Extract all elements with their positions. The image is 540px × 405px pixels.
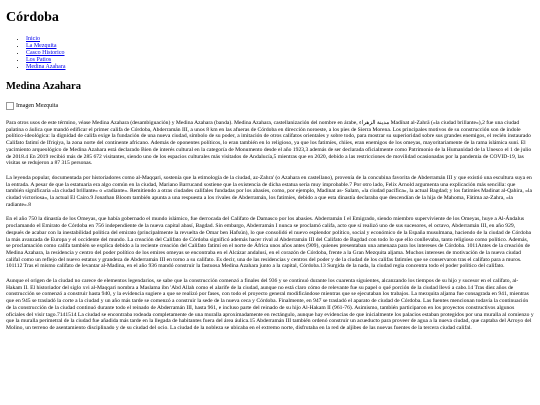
nav-link-casco-historico[interactable]: Casco Historico — [26, 50, 65, 56]
nav-item-medina-azahara — [26, 64, 534, 71]
broken-image — [6, 102, 534, 110]
nav-item-inicio — [26, 36, 534, 43]
page-title: Córdoba — [6, 10, 59, 25]
broken-image-icon — [6, 102, 14, 110]
nav-link-los-patios[interactable]: Los Patios — [26, 57, 52, 63]
paragraph: Aunque el origen de la ciudad no carece de elementos legendarios, se sabe que la construcción comenzó a finales del 936 y se continuó durante los cuarenta siguientes, alcanzando los tiempos de su hijo y sucesor en el califato, al-Hakam II. El historiador del siglo xvi al-Maqqari nombra a Maslama ibn 'Abd Allah como el alarife de la ciudad, aunque no está claro cómo de relevante fue su papel o qué porción de la ciudad llevó a cabo.14 Tras diez años de construcción se comenzó a construir hasta 940, y la evidencia sugiere a que se realizó por fases, con todo el proyecto general modificándose mientras que se ejecutaban los trabajos. La mezquita aljama fue consagrada en 941, mientras que en 945 se trasladó la corte a la ciudad y un año más tarde se comenzó a construir la sede de la nueva ceca y Córdoba. Finalmente, en 947 se trasladó el aparato de ciudad de Córdoba. Las fuentes mencionan todavía la continuación de la construcción de la ciudad continuó durante todo el reinado de Abderramán III, hasta 961, e incluso parte del reinado de su hijo Al-Hakam II (961-76). Asimismo, también participaron en los proyectos constructivos algunos oficiales del visir tago.7141514 La ciudad se encontraba rodeada completamente de una muralla aproximadamente en rectángulo, aunque hay evidencias de que inicialmente los palacios estaban protegidos por una muralla al comienzo y que la muralla perimetral de la ciudad fue añadida más tarde en la llegada de habitantes fuera del área áulica.15 Abderramán III también ordenó construir un acueducto para proveer de agua a la nueva ciudad, que captaba del Arroyo del Molino, un terreno de asentamiento disciplinado y de su ciudad del ocio. La ciudad de la nobleza se ubicaba en el extremo norte, disfrutaba en la red de aljibes de las nuevas fuentes de la tercera ciudad califal. — [6, 278, 534, 331]
paragraph: Para otros usos de este término, véase Medina Azahara (desambiguación) y Medina Azahara (banda). Medina Azahara, castellanización del nombre en árabe, مدينة الزهراء Madīnat al-Zahrā («la ciudad brillante»),2 fue una ciudad palatina o áulica que mandó edificar el primer califa de Córdoba, Abderramán III, a unos 8 km en las afueras de Córdoba en dirección noroeste, a los pies de Sierra Morena. Los principales motivos de su construcción son de índole político-ideológica: la dignidad de califa exige la fundación de una nueva ciudad, símbolo de su poder, a imitación de otros califatos orientales y sobre todo, para mostrar su superioridad sobre sus grandes enemigos, el recién instaurado Califato fatimí de Ifriqiya, la zona norte del continente africano. Además de oponentes políticos, lo eran también en lo religioso, ya que los fatimíes, chiíes, eran enemigos de los omeyas, mayoritariamente de la rama islámica suní. El yacimiento arqueológico de Medina Azahara está declarado Bien de interés cultural en la categoría de Monumento desde el año 1923,3 además de ser declarada oficialmente como Patrimonio de la Humanidad de la Unesco el 1 de julio de 2018.4 En 2019 recibió más de 285 672 visitantes, siendo uno de los espacios culturales más visitados de Andalucía,5 mientras que en 2020, debido a las restricciones de movilidad ocasionadas por la pandemia de COVID-19, las visitas se redujeron a 87 315 personas. — [6, 120, 532, 167]
paragraph: La leyenda popular, documentada por historiadores como al-Maqqari, sostenía que la etimología de la ciudad, az-Zahra' (o Azahara en castellano), provenía de la concubina favorita de Abderramán III y que existió una escultura suya en la entrada. A pesar de que la estatuaria era algo común en la ciudad, Mariano Barrucand sostiene que la existencia de dicha estatua sería muy improbable.7 Por otro lado, Felix Arnold argumenta una explicación más sencilla: que también significaría «la ciudad brillante» o «radiante». Remitiendo a otras ciudades califales fundadas por los abasíes, como, por ejemplo, Madinat as- Salam, «la ciudad pacífica», la actual Bagdad; y los fatimíes Madinat al-Qahira, «la ciudad victoriosa», la actual El Cairo.9 Jonathan Bloom también apunta a una respuesta a los rivales de Abderramán, los fatimíes, debido a que esta dinastía declaraba que descendían de la hija de Mahoma, Fátima az-Zahra, «la radiante».8 — [6, 174, 532, 208]
nav-list — [6, 36, 534, 71]
nav-link-inicio[interactable]: Inicio — [26, 36, 40, 42]
nav-item-los-patios — [26, 57, 534, 64]
section-title: Medina Azahara — [6, 81, 81, 92]
paragraph: En el año 750 la dinastía de los Omeyas, que había gobernado el mundo islámico, fue derrocada del Califato de Damasco por los abasíes. Abderramán I el Emigrado, siendo miembro superviviente de los Omeyas, huye a Al-Ándalus proclamando el Emirato de Córdoba en 756 independiente de la nueva capital abasí, Bagdad. Sin embargo, Abderramán I nunca se proclamó califa, acto que sí realizó uno de sus sucesores, el octavo, Abderramán III, en año 929, después de acabar con la inestabilidad política del emirato (principalmente la revuelta de Omar ben Hafsún), lo que consolidó el nuevo esplendor político, social y económico de la España musulmana, haciendo de la ciudad de Córdoba la más avanzada de Europa y el occidente del mundo. La creación del Califato de Córdoba significó además hacer rival al Abderramán III del Califato de Bagdad con todo lo que ello conllevaba, tanto religioso como político. Además, se proclamación como califa también se explica debido a la reciente creación del Califato fatimí en el norte de África unos años antes (909), quienes presentaban una amenaza para los intereses de Córdoba. 1011Antes de la creación de Medina Azahara, la residencia y centro del poder político de los emires omeyas se encontraba en el Alcázar andalusí, en el corazón de Córdoba, frente a la Gran Mezquita aljama. Muchos intereses de motivación de la nueva ciudad califal como un reflejo del nuevo estatus y grandeza de Abderramán III en torno a su califato. Es decir, una de las residencias y centros del poder y de la ciudad de los califas fatimíes que se conservaron tras el califato para a muros. 101112 Tras el mismo califato de levantar al-Madina, en el año 936 mandó construir la fastuosa Medina Azahara junto a la capital, Córdoba.13 Surgida de la nada, la ciudad regia concentra todo el poder político del califato. — [6, 216, 532, 270]
nav-link-la-mezquita[interactable]: La Mezquita — [26, 43, 57, 49]
nav-item-la-mezquita — [26, 43, 534, 50]
nav-link-medina-azahara[interactable]: Medina Azahara — [26, 64, 66, 70]
nav-item-casco-historico — [26, 50, 534, 57]
image-alt-text: Imagen Mezquita — [16, 102, 59, 109]
